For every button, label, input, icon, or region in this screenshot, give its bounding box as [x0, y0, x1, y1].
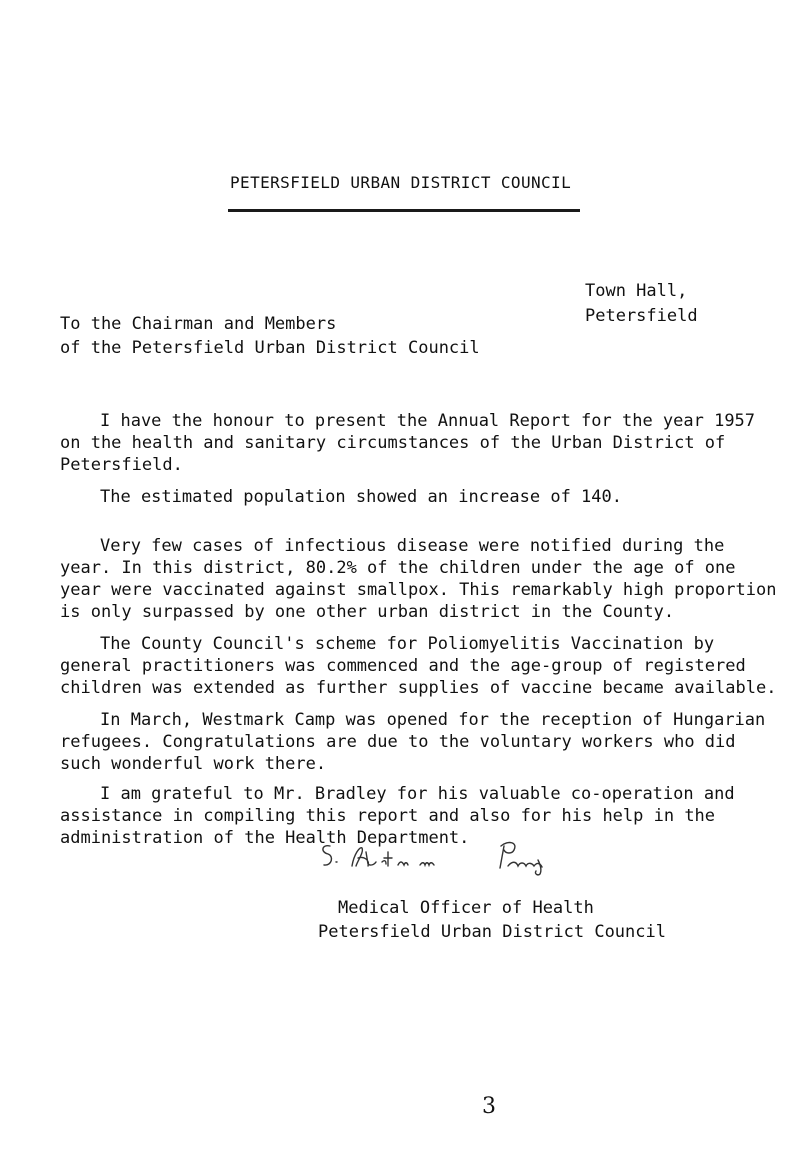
salutation-line-2: of the Petersfield Urban District Council: [60, 338, 480, 358]
paragraph-line: general practitioners was commenced and the age-group of registered: [60, 656, 746, 676]
paragraph-hungarian-refugees: [60, 709, 780, 775]
paragraph-line: The County Council's scheme for Poliomyelitis Vaccination by: [100, 634, 715, 654]
paragraph-line: refugees. Congratulations are due to the voluntary workers who did: [60, 732, 736, 752]
paragraph-line: administration of the Health Department.: [60, 828, 470, 848]
signatory-organisation: Petersfield Urban District Council: [318, 922, 666, 942]
signatory-title: Medical Officer of Health: [338, 898, 594, 918]
paragraph-polio-vaccination: [60, 633, 780, 699]
paragraph-line: year were vaccinated against smallpox. This remarkably high proportion: [60, 580, 777, 600]
paragraph-line: I am grateful to Mr. Bradley for his valuable co-operation and: [100, 784, 735, 804]
paragraph-line: on the health and sanitary circumstances of the Urban District of: [60, 433, 726, 453]
handwritten-signature: [318, 838, 618, 878]
paragraph-line: assistance in compiling this report and also for his help in the: [60, 806, 716, 826]
address-line-1: Town Hall,: [585, 281, 688, 301]
paragraph-line: Petersfield.: [60, 455, 183, 475]
paragraph-infectious-disease: [60, 535, 780, 623]
council-heading: PETERSFIELD URBAN DISTRICT COUNCIL: [230, 173, 572, 192]
address-line-2: Petersfield: [585, 306, 698, 326]
paragraph-line: The estimated population showed an increase of 140.: [100, 487, 622, 507]
heading-underline: [228, 209, 580, 212]
paragraph-line: I have the honour to present the Annual Report for the year 1957: [100, 411, 756, 431]
paragraph-line: children was extended as further supplies of vaccine became available.: [60, 678, 777, 698]
salutation-line-1: To the Chairman and Members: [60, 314, 337, 334]
paragraph-line: In March, Westmark Camp was opened for the reception of Hungarian: [100, 710, 766, 730]
paragraph-line: year. In this district, 80.2% of the children under the age of one: [60, 558, 736, 578]
paragraph-line: Very few cases of infectious disease were notified during the: [100, 536, 725, 556]
page-number: 3: [482, 1094, 496, 1119]
paragraph-population: [60, 486, 780, 508]
paragraph-line: such wonderful work there.: [60, 754, 327, 774]
paragraph-line: is only surpassed by one other urban district in the County.: [60, 602, 675, 622]
paragraph-report-intro: [60, 410, 780, 476]
